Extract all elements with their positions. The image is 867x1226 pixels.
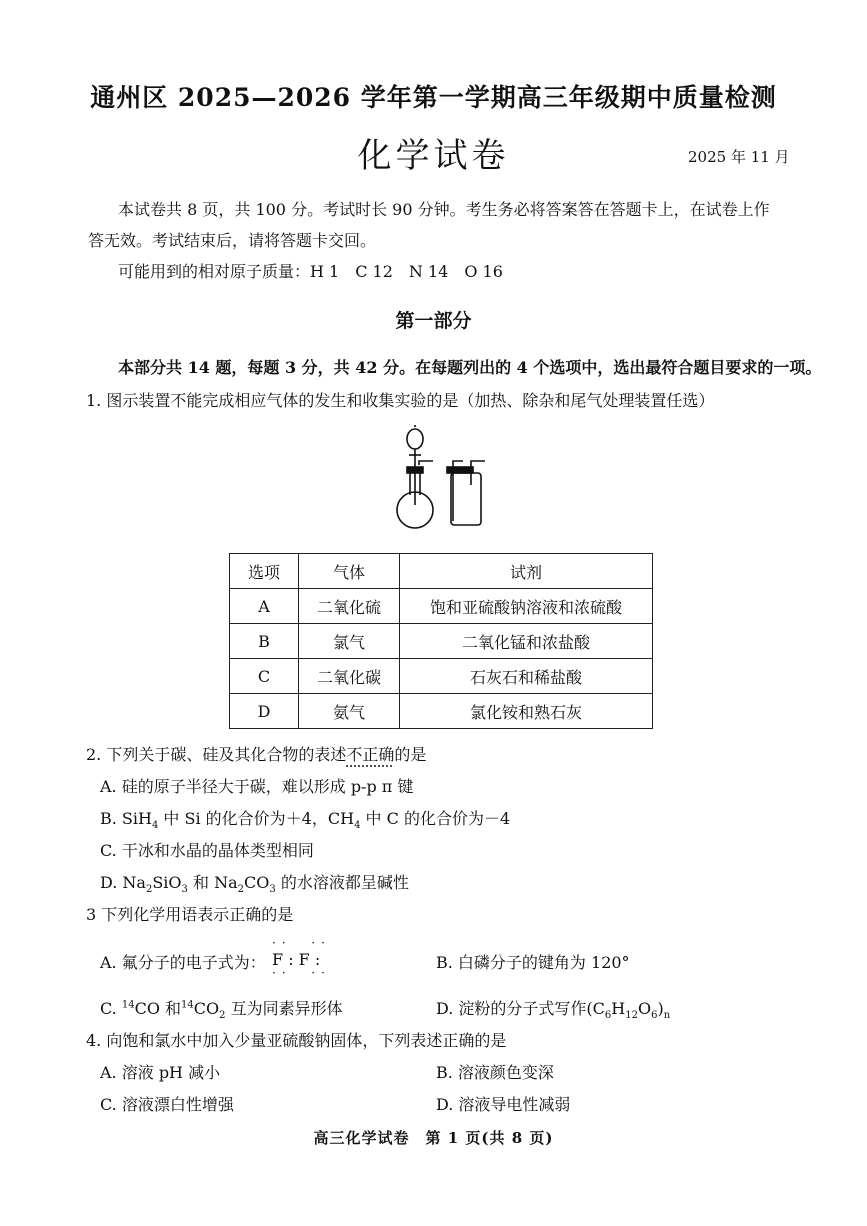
section-title: 第一部分: [395, 310, 472, 332]
intro-line-2: 答无效。考试结束后，请将答题卡交回。: [88, 231, 377, 250]
table-header-row: [230, 554, 653, 589]
table-cell: 二氧化锰和浓盐酸: [400, 624, 653, 659]
header-cell: 气体: [299, 554, 400, 589]
exam-title: 通州区 2025—2026 学年第一学期高三年级期中质量检测: [90, 83, 777, 112]
lone-pair-dots-top: ·· ··: [272, 936, 331, 950]
table-cell: D: [230, 694, 299, 729]
q2-stem-emphasis: 不正确: [346, 745, 395, 764]
lone-pair-dots-bottom: ·· ··: [272, 966, 331, 980]
q4-option-d: D. 溶液导电性减弱: [436, 1095, 571, 1114]
table-cell: C: [230, 659, 299, 694]
exam-date: 2025 年 11 月: [688, 148, 790, 166]
intro-line-1: 本试卷共 8 页，共 100 分。考试时长 90 分钟。考生务必将答案答在答题卡上，在试卷上作: [118, 200, 770, 219]
q4-stem: 4. 向饱和氯水中加入少量亚硫酸钠固体，下列表述正确的是: [86, 1031, 507, 1050]
header-cell: 选项: [230, 554, 299, 589]
q1-stem: 1. 图示装置不能完成相应气体的发生和收集实验的是（加热、除杂和尾气处理装置任选）: [86, 391, 715, 410]
table-cell: 二氧化硫: [299, 589, 400, 624]
q2-stem-suffix: 的是: [394, 745, 427, 764]
header-cell: 试剂: [400, 554, 653, 589]
q1-options-table: [229, 553, 653, 729]
section-instructions: 本部分共 14 题，每题 3 分，共 42 分。在每题列出的 4 个选项中，选出最符合题目要求的一项。: [118, 358, 822, 377]
q3-option-a: [100, 950, 266, 973]
table-cell: 饱和亚硫酸钠溶液和浓硫酸: [400, 589, 653, 624]
page-footer: 高三化学试卷 第 1 页(共 8 页): [313, 1129, 554, 1147]
table-cell: 氯化铵和熟石灰: [400, 694, 653, 729]
apparatus-diagram: [385, 425, 495, 535]
fluorine-electron-formula: F : F :: [272, 950, 321, 969]
q4-option-c: C. 溶液漂白性增强: [100, 1095, 234, 1114]
q3-option-d: D. 淀粉的分子式写作$(C_6H_{12}O_6)_n$: [436, 999, 671, 1022]
table-row: [230, 589, 653, 624]
q3-stem: 3 下列化学用语表示正确的是: [86, 905, 294, 924]
q2-option-b: B. SiH$_4$ 中 Si 的化合价为＋4，$CH_4$ 中 C 的化合价为－4: [100, 809, 511, 832]
q2-option-c: C. 干冰和水晶的晶体类型相同: [100, 841, 314, 860]
q2-stem-prefix: 2. 下列关于碳、硅及其化合物的表述: [86, 745, 347, 764]
table-cell: 石灰石和稀盐酸: [400, 659, 653, 694]
table-cell: B: [230, 624, 299, 659]
q4-option-b: B. 溶液颜色变深: [436, 1063, 554, 1082]
table-cell: 氨气: [299, 694, 400, 729]
q3-option-b: B. 白磷分子的键角为 120°: [436, 953, 630, 972]
atomic-mass: 可能用到的相对原子质量：H 1 C 12 N 14 O 16: [118, 262, 503, 281]
table-row: [230, 624, 653, 659]
q4-option-a: A. 溶液 pH 减小: [100, 1063, 221, 1082]
table-cell: A: [230, 589, 299, 624]
table-cell: 二氧化碳: [299, 659, 400, 694]
q2-option-a: A. 硅的原子半径大于碳，难以形成 p-p π 键: [100, 777, 414, 796]
table-cell: 氯气: [299, 624, 400, 659]
subject-title: 化学试卷: [357, 136, 510, 176]
q2-stem: [86, 742, 426, 765]
table-row: [230, 694, 653, 729]
q3-option-a-text: A. 氟分子的电子式为：: [100, 953, 266, 972]
q2-option-d: D. $Na_2SiO_3$ 和 $Na_2CO_3$ 的水溶液都呈碱性: [100, 873, 409, 896]
table-row: [230, 659, 653, 694]
q3-option-c: C. $^{14}$CO 和$^{14}CO_2$ 互为同素异形体: [100, 999, 343, 1022]
